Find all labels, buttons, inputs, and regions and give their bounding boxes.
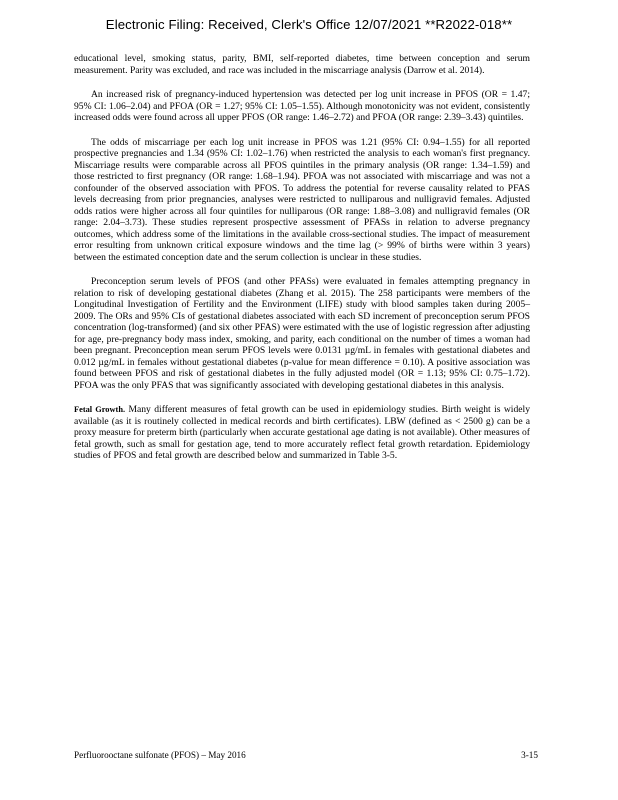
paragraph-1: educational level, smoking status, parity, BMI, self-reported diabetes, time between conception and serum measurement. Parity was excluded, and race was included in the miscarriage analysis (Darrow et al. 2014). <box>74 53 530 76</box>
section-lead-fetal-growth: Fetal Growth. <box>74 405 126 414</box>
footer-document-title: Perfluorooctane sulfonate (PFOS) – May 2016 <box>74 750 246 760</box>
paragraph-3: The odds of miscarriage per each log unit increase in PFOS was 1.21 (95% CI: 0.94–1.55) for all reported prospective pregnancies and 1.34 (95% CI: 1.02–1.76) when restricted the analysis to each woman's first pregnancy. Miscarriage results were comparable across all PFOS quintiles in the primary analysis (OR range: 1.34–1.59) and those restricted to first pregnancy (OR range: 1.68–1.94). PFOA was not associated with miscarriage and was not a confounder of the observed association with PFOS. To address the potential for reverse causality related to PFAS levels decreasing from prior pregnancies, analyses were restricted to nulliparous and nulligravid females. Adjusted odds ratios were higher across all four quintiles for nulliparous (OR range: 1.88–3.08) and nulligravid females (OR range: 2.04–3.73). These studies represent prospective assessment of PFASs in relation to adverse pregnancy outcomes, which address some of the limitations in the available cross-sectional studies. The impact of measurement error resulting from unknown critical exposure windows and the time lag (> 99% of births were within 3 years) between the estimated conception date and the serum collection is unclear in these studies. <box>74 136 530 263</box>
paragraph-2: An increased risk of pregnancy-induced hypertension was detected per log unit increase in PFOS (OR = 1.47; 95% CI: 1.06–2.04) and PFOA (OR = 1.27; 95% CI: 1.05–1.55). Although monotonicity was not evident, consistently increased odds were found across all upper PFOS (OR range: 1.46–2.72) and PFOA (OR range: 2.39–3.43) quintiles. <box>74 89 530 123</box>
paragraph-5-text: Many different measures of fetal growth can be used in epidemiology studies. Birth weight is widely available (as it is routinely collected in medical records and birth certificates). LBW (defined as < 2500 g) can be a proxy measure for preterm birth (particularly when accurate gestational age dating is not available). Other measures of fetal growth, such as small for gestation age, tend to more accurately reflect fetal growth retardation. Epidemiology studies of PFOS and fetal growth are described below and summarized in Table 3-5. <box>74 404 530 461</box>
footer-page-number: 3-15 <box>521 750 538 760</box>
filing-stamp-header: Electronic Filing: Received, Clerk's Office 12/07/2021 **R2022-018** <box>105 17 513 32</box>
paragraph-4: Preconception serum levels of PFOS (and other PFASs) were evaluated in females attempting pregnancy in relation to risk of developing gestational diabetes (Zhang et al. 2015). The 258 participants were members of the Longitudinal Investigation of Fertility and the Environment (LIFE) study with blood samples taken during 2005–2009. The ORs and 95% CIs of gestational diabetes associated with each SD increment of preconception serum PFOS concentration (log-transformed) (and six other PFAS) were estimated with the use of logistic regression after adjusting for age, pre-pregnancy body mass index, smoking, and parity, each conditional on the number of times a woman had been pregnant. Preconception mean serum PFOS levels were 0.0131 µg/mL in females with gestational diabetes and 0.012 µg/mL in females without gestational diabetes (p-value for mean difference = 0.10). A positive association was found between PFOS and risk of gestational diabetes in the fully adjusted model (OR = 1.13; 95% CI: 0.75–1.72). PFOA was the only PFAS that was significantly associated with developing gestational diabetes in this analysis. <box>74 276 530 391</box>
paragraph-5 <box>74 404 530 462</box>
document-body <box>74 53 530 475</box>
